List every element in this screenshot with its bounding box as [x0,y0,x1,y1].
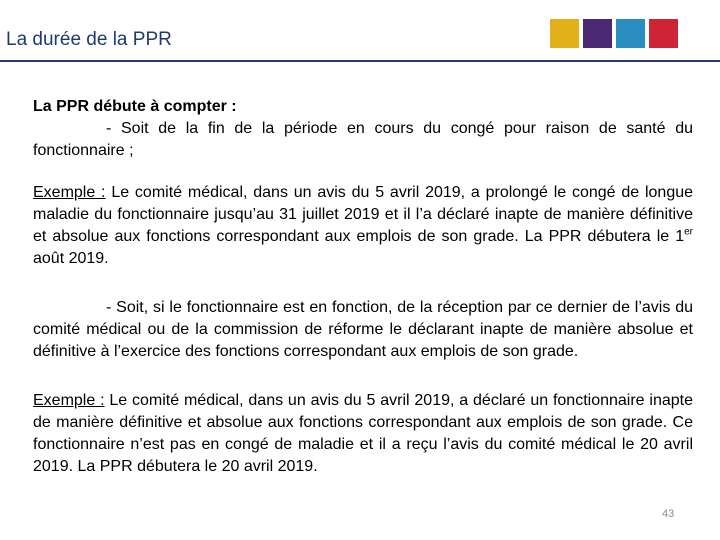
example-1-text-a: Le comité médical, dans un avis du 5 avril 2019, a prolongé le congé de longue maladie du fonctionnaire jusqu’au 31 juillet 2019 et il l’a déclaré inapte de manière définitive et absolue aux fonctions correspondant aux emplois de son grade. La PPR débutera le 1 [33,184,694,245]
point-1: - Soit de la fin de la période en cours du congé pour raison de santé du fonctionnaire ; [33,120,693,159]
example-1-superscript: er [684,226,693,238]
example-2-label: Exemple : [33,392,105,409]
point-2: - Soit, si le fonctionnaire est en fonction, de la réception par ce dernier de l’avis du comité médical ou de la commission de réforme le déclarant inapte de manière absolue et définitive à l’exercice des fonctions correspondant aux emplois de son grade. [33,299,693,360]
example-2 [33,390,693,478]
example-1 [33,182,693,270]
page-number: 43 [662,508,675,520]
example-1-label: Exemple : [33,184,106,201]
example-2-text: Le comité médical, dans un avis du 5 avril 2019, a déclaré un fonctionnaire inapte de manière définitive et absolue aux fonctions correspondant aux emplois de son grade. Ce fonctionnaire n’est pas en congé de maladie et il a reçu l’avis du comité médical le 20 avril 2019. La PPR débutera le 20 avril 2019. [33,392,694,475]
title-divider [0,60,720,62]
color-swatches [550,19,682,48]
swatch-purple [583,19,612,48]
swatch-blue [616,19,645,48]
swatch-red [649,19,678,48]
example-1-text-b: août 2019. [33,250,109,267]
slide-title: La durée de la PPR [6,29,172,50]
section-heading: La PPR débute à compter : [33,98,237,115]
slide-body [33,96,693,478]
swatch-yellow [550,19,579,48]
